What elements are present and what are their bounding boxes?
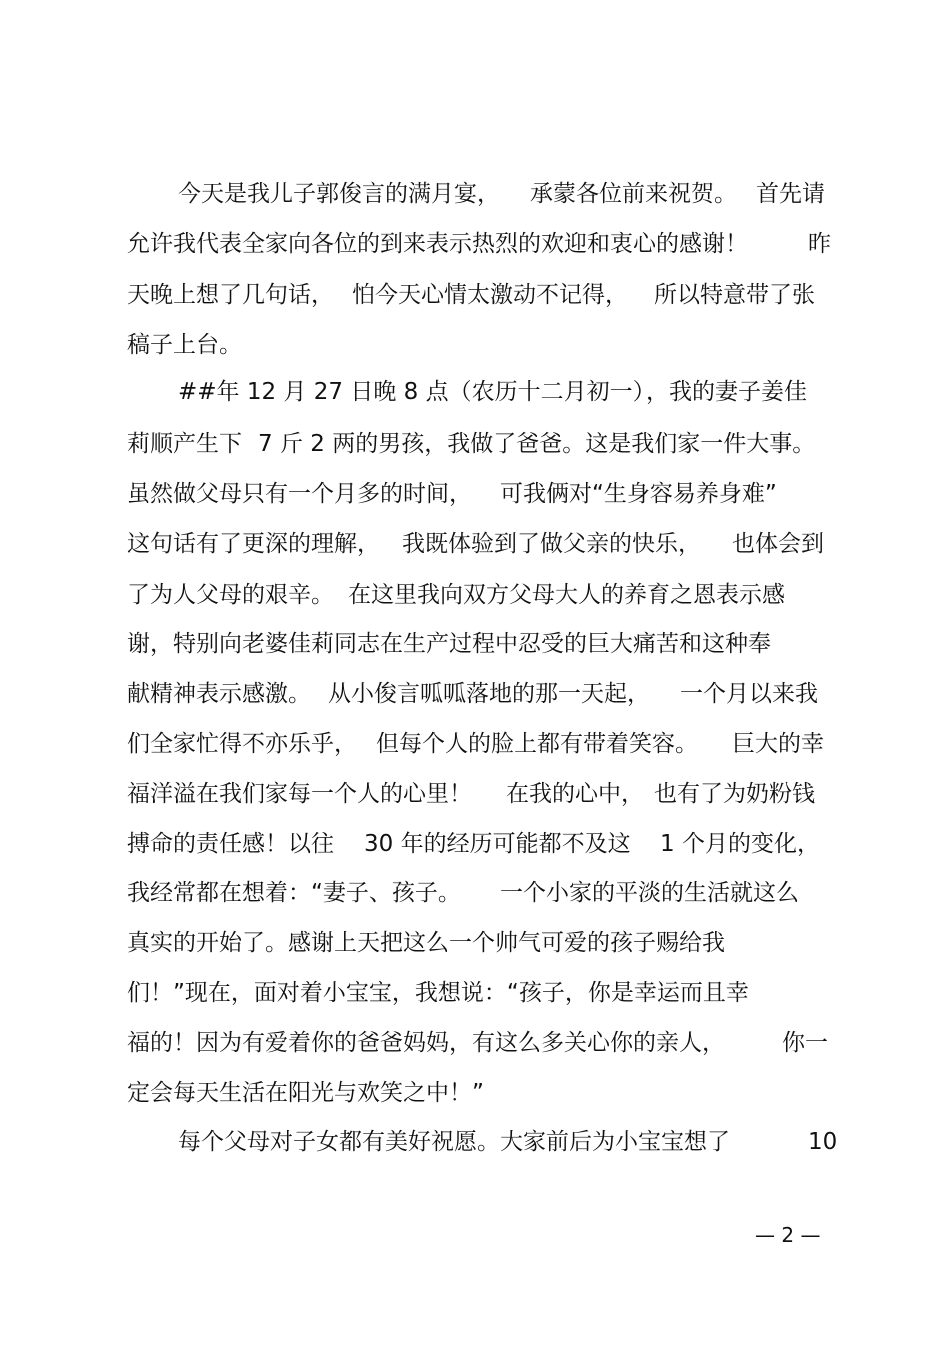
text-segment: 了为人父母的艰辛。	[127, 582, 334, 608]
text-segment: 1 个月的变化，	[660, 831, 820, 857]
text-segment: 但每个人的脸上都有带着笑容。	[376, 731, 698, 757]
text-segment: 巨大的幸	[732, 731, 824, 757]
text-segment: 一个小家的平淡的生活就这么	[500, 880, 799, 906]
text-line-10	[0, 624, 950, 664]
text-line-8	[0, 524, 950, 564]
text-segment: 也体会到	[732, 531, 824, 557]
text-segment: 也有了为奶粉钱	[654, 781, 815, 807]
text-segment: 稿子上台。	[127, 332, 242, 358]
text-line-9	[0, 575, 950, 615]
text-segment: 30 年的经历可能都不及这	[364, 831, 631, 857]
text-segment: 谢，特别向老婆佳莉同志在生产过程中忍受的巨大痛苦和这种奉	[127, 631, 771, 657]
text-segment: 怕今天心情太激动不记得，	[352, 282, 628, 308]
text-segment: 允许我代表全家向各位的到来表示热烈的欢迎和衷心的感谢！	[127, 231, 748, 257]
text-segment: 们！”现在，面对着小宝宝，我想说：“孩子，你是幸运而且幸	[127, 980, 749, 1006]
text-segment: 真实的开始了。感谢上天把这么一个帅气可爱的孩子赐给我	[127, 930, 725, 956]
text-segment: 这句话有了更深的理解，	[127, 531, 380, 557]
text-segment: 在这里我向双方父母大人的养育之恩表示感	[348, 582, 785, 608]
text-line-16	[0, 923, 950, 963]
text-line-20	[0, 1122, 950, 1162]
text-segment: 福洋溢在我们家每一个人的心里！	[127, 781, 472, 807]
text-segment: 定会每天生活在阳光与欢笑之中！”	[127, 1080, 484, 1106]
text-segment: 从小俊言呱呱落地的那一天起，	[328, 681, 650, 707]
text-segment: 今天是我儿子郭俊言的满月宴，	[178, 181, 500, 207]
text-segment: 虽然做父母只有一个月多的时间，	[127, 481, 472, 507]
text-segment: 7 斤 2 两的男孩，我做了爸爸。这是我们家一件大事。	[258, 431, 816, 457]
text-line-5	[0, 372, 950, 412]
text-segment: 献精神表示感激。	[127, 681, 311, 707]
text-segment: 我既体验到了做父亲的快乐，	[402, 531, 701, 557]
text-line-4	[0, 325, 950, 365]
text-segment: 10	[808, 1129, 838, 1155]
text-segment: 你一	[782, 1030, 828, 1056]
text-segment: 莉顺产生下	[127, 431, 242, 457]
text-segment: 可我俩对“生身容易养身难”	[500, 481, 777, 507]
text-line-7	[0, 474, 950, 514]
text-segment: 我经常都在想着：“妻子、孩子。	[127, 880, 461, 906]
text-line-15	[0, 873, 950, 913]
text-segment: 承蒙各位前来祝贺。	[530, 181, 737, 207]
page-number: — 2 —	[755, 1223, 821, 1247]
text-segment: 昨	[808, 231, 831, 257]
text-segment: ，我的妻子姜佳	[646, 379, 807, 405]
text-segment: 一个月以来我	[680, 681, 818, 707]
text-line-13	[0, 774, 950, 814]
text-segment: 们全家忙得不亦乐乎，	[127, 731, 357, 757]
text-segment: ##年 12 月 27 日晚 8 点（农历十二月初一）	[178, 379, 656, 405]
text-line-2	[0, 224, 950, 264]
text-line-3	[0, 275, 950, 315]
text-segment: 在我的心中，	[506, 781, 644, 807]
text-segment: 所以特意带了张	[654, 282, 815, 308]
text-segment: 福的！因为有爱着你的爸爸妈妈，有这么多关心你的亲人，	[127, 1030, 725, 1056]
text-line-12	[0, 724, 950, 764]
text-line-17	[0, 973, 950, 1013]
text-line-1	[0, 174, 950, 214]
text-line-11	[0, 674, 950, 714]
text-segment: 搏命的责任感！以往	[127, 831, 334, 857]
text-line-18	[0, 1023, 950, 1063]
text-line-19	[0, 1073, 950, 1113]
text-segment: 每个父母对子女都有美好祝愿。大家前后为小宝宝想了	[178, 1129, 730, 1155]
text-line-14	[0, 824, 950, 864]
text-segment: 天晚上想了几句话，	[127, 282, 334, 308]
text-segment: 首先请	[756, 181, 825, 207]
text-line-6	[0, 424, 950, 464]
